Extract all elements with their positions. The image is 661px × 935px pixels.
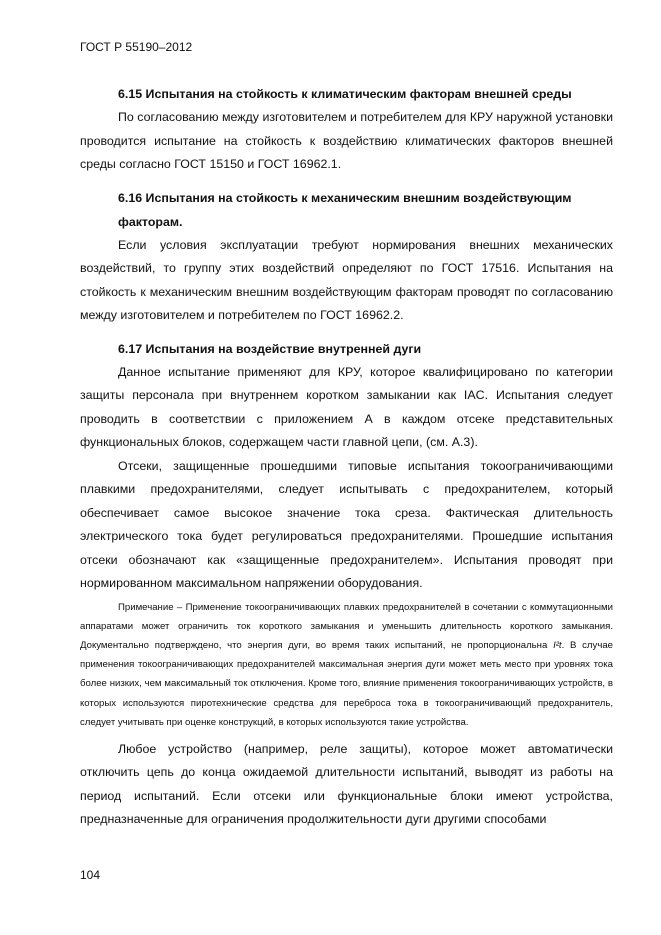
- section-heading-6-17: 6.17 Испытания на воздействие внутренней дуги: [118, 341, 422, 356]
- section-heading-6-16: 6.16 Испытания на стойкость к механическим внешним воздействующим факторам.: [118, 190, 572, 229]
- page-number: 104: [80, 868, 101, 882]
- note-text-part-2: . В случае применения токоограничивающих предохранителей максимальная энергия дуги может меть место при уровнях тока более низких, чем максимальный ток отключения. Кроме того, влияние применения токоограничивающих устройств, в которых используются пиротехнические средства для переброса тока в токоограничивающий предохранитель, следует учитывать при оценке конструкций, в которых используются такие устройства.: [80, 639, 613, 728]
- section-6-17-paragraph-2: Отсеки, защищенные прошедшими типовые испытания токоограничивающими плавкими предохранителями, следует испытывать с предохранителем, который обеспечивает самое высокое значение тока среза. Фактическая длительность электрического тока будет регулироваться предохранителями. Прошедшие испытания отсеки обозначают как «защищенные предохранителем». Испытания проводят при нормированном максимальном напряжении оборудования.: [80, 458, 613, 590]
- document-code-header: ГОСТ Р 55190–2012: [80, 40, 193, 54]
- section-6-17-paragraph-1: Данное испытание применяют для КРУ, которое квалифицировано по категории защиты персонала при внутреннем коротком замыкании как IAC. Испытания следует проводить в соответствии с приложением А в каждом отсеке представительных функциональных блоков, содержащем части главной цепи, (см. А.3).: [80, 364, 613, 449]
- section-6-17-paragraph-3: Любое устройство (например, реле защиты), которое может автоматически отключить цепь до конца ожидаемой длительности испытаний, выводят из работы на период испытаний. Если отсеки или функциональные блоки имеют устройства, предназначенные для ограничения продолжительности дуги другими способами: [80, 741, 613, 827]
- section-6-15-paragraph: По согласованию между изготовителем и потребителем для КРУ наружной установки проводится испытание на стойкость к воздействию климатических факторов внешней среды согласно ГОСТ 15150 и ГОСТ 16962.1.: [80, 110, 613, 171]
- note-paragraph: [80, 598, 613, 732]
- section-heading-6-15: 6.15 Испытания на стойкость к климатическим факторам внешней среды: [118, 87, 572, 101]
- formula-i2t: I²t: [553, 639, 562, 651]
- section-6-16-paragraph: Если условия эксплуатации требуют нормирования внешних механических воздействий, то группу этих воздействий определяют по ГОСТ 17516. Испытания на стойкость к механическим внешним воздействующим факторам проводят по согласованию между изготовителем и потребителем по ГОСТ 16962.2.: [80, 237, 613, 322]
- document-body: [80, 82, 613, 832]
- note-text-part-1: Примечание – Применение токоограничивающих плавких предохранителей в сочетании с коммутационными аппаратами может ограничить ток короткого замыкания и уменьшить длительность короткого замыкания. Документально подтверждено, что энергия дуги, во время таких испытаний, не пропорциональна: [80, 601, 613, 651]
